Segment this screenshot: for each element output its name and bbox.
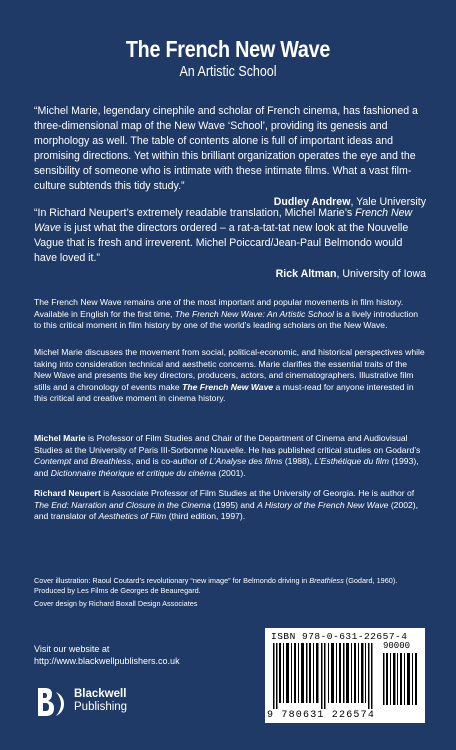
title-italic: L’Analyse des films bbox=[209, 456, 283, 467]
quote-title-italic: French New Wave bbox=[34, 207, 413, 234]
title-italic: Contempt bbox=[34, 456, 72, 467]
title-italic: L’Esthétique du film bbox=[314, 456, 389, 467]
text-part: (third edition, 1997). bbox=[166, 511, 246, 522]
text-part: and bbox=[71, 456, 91, 467]
author-bio-neupert bbox=[34, 488, 426, 523]
price-addon-number: 90000 bbox=[383, 641, 411, 651]
text-part: (1988), bbox=[282, 456, 315, 467]
title-italic: The French New Wave bbox=[182, 381, 274, 392]
blurb-paragraph-1 bbox=[34, 297, 426, 332]
text-part: is Professor of Film Studies and Chair of the Department of Cinema and Audiovisual Studies at the University of Paris III-Sorbonne Nouvelle. He has published critical studies on Godard’s bbox=[34, 433, 421, 455]
cover-illustration-credit bbox=[34, 576, 426, 586]
quote-author: Rick Altman bbox=[275, 268, 337, 280]
blurb-paragraph-2 bbox=[34, 347, 426, 405]
title-italic: Breathless bbox=[309, 576, 344, 585]
title-italic: Breathless bbox=[90, 456, 131, 467]
title-italic: Aesthetics of Film bbox=[98, 511, 167, 522]
ean-barcode-icon bbox=[273, 643, 377, 709]
quote-text: “Michel Marie, legendary cinephile and scholar of French cinema, has fashioned a three-dimensional map of the New Wave ‘School’, providing its genesis and morphology as well. The table of contents alone is full of important ideas and promising directions. Yet within this brilliant organization operates the eye and the sensibility of someone who is intimate with these intimate films. What a vast film-culture subtends this tidy study.” bbox=[34, 105, 418, 192]
quote-attribution bbox=[34, 267, 426, 282]
text-part: (2001). bbox=[216, 467, 246, 478]
text-part: The French New Wave remains one of the most important and popular movements in film history. Available in English for the first time, bbox=[34, 297, 404, 319]
text-part: Michel Marie discusses the movement from social, political-economic, and historical perspectives while taking into consideration technical and aesthetic concerns. Marie clarifies the essential traits of the New Wave and presents the key directors, producers, actors, and cinematographers. Illustrative film stills and a chronology of events make bbox=[34, 347, 425, 392]
text-part: (Godard, 1960). bbox=[343, 576, 398, 585]
text-part: (1993), and bbox=[34, 456, 419, 478]
publisher-name-line1: Blackwell bbox=[74, 688, 127, 700]
publisher-name-line2: Publishing bbox=[74, 701, 128, 713]
visit-label: Visit our website at bbox=[34, 644, 110, 654]
quote-author: Dudley Andrew bbox=[273, 196, 351, 208]
text-part: a must-read for anyone interested in this critical and creative moment in cinema history. bbox=[34, 381, 414, 404]
barcode-digits: 9 780631 226574 bbox=[267, 710, 376, 721]
author-bio-marie bbox=[34, 433, 426, 479]
quote-text-part: “In Richard Neupert’s extremely readable translation, Michel Marie’s bbox=[34, 207, 356, 219]
website-link[interactable]: http://www.blackwellpublishers.co.uk bbox=[34, 656, 180, 666]
text-part: is a lively introduction to this critical moment in film history by one of the world’s leading scholars on the New Wave. bbox=[34, 308, 419, 331]
cover-credits bbox=[34, 576, 426, 596]
book-subtitle: An Artistic School bbox=[179, 64, 277, 80]
text-part: (2002), and translator of bbox=[34, 499, 419, 522]
blackwell-logo bbox=[34, 684, 144, 720]
isbn-barcode bbox=[265, 628, 425, 723]
book-title: The French New Wave bbox=[125, 36, 331, 62]
title-italic: The French New Wave: An Artistic School bbox=[174, 308, 334, 319]
publisher-name bbox=[74, 688, 127, 714]
isbn-number: ISBN 978-0-631-22657-4 bbox=[271, 631, 408, 642]
author-name: Richard Neupert bbox=[34, 488, 101, 498]
quote-affiliation: , Yale University bbox=[350, 196, 426, 208]
quote-text-part: is just what the directors ordered – a rat-a-tat-tat new look at the Nouvelle Vague that is fresh and irreverent. Michel Poiccard/Jean-Paul Belmondo would have loved it.” bbox=[34, 222, 409, 264]
title-italic: The End: Narration and Closure in the Cinema bbox=[34, 499, 211, 510]
quote-text bbox=[34, 206, 426, 266]
review-quote-1 bbox=[34, 104, 426, 210]
text-part: is Associate Professor of Film Studies at the University of Georgia. He is author of bbox=[100, 488, 415, 498]
design-credit: Cover design by Richard Boxall Design Associates bbox=[34, 599, 198, 608]
text-part: (1995) and bbox=[210, 499, 258, 510]
title-italic: Dictionnaire théorique et critique du cinéma bbox=[50, 467, 217, 478]
production-credit: Produced by Les Films de Georges de Beauregard. bbox=[34, 585, 201, 595]
text-part: Cover illustration: Raoul Coutard’s revolutionary “new image” for Belmondo driving in bbox=[34, 576, 310, 585]
author-name: Michel Marie bbox=[34, 433, 86, 443]
review-quote-2 bbox=[34, 206, 426, 282]
text-part: , and is co-author of bbox=[131, 456, 210, 467]
website-notice bbox=[34, 643, 180, 667]
addon-barcode-icon bbox=[383, 653, 419, 705]
quote-affiliation: , University of Iowa bbox=[336, 268, 426, 280]
title-italic: A History of the French New Wave bbox=[257, 499, 389, 510]
blackwell-b-icon bbox=[34, 684, 70, 720]
